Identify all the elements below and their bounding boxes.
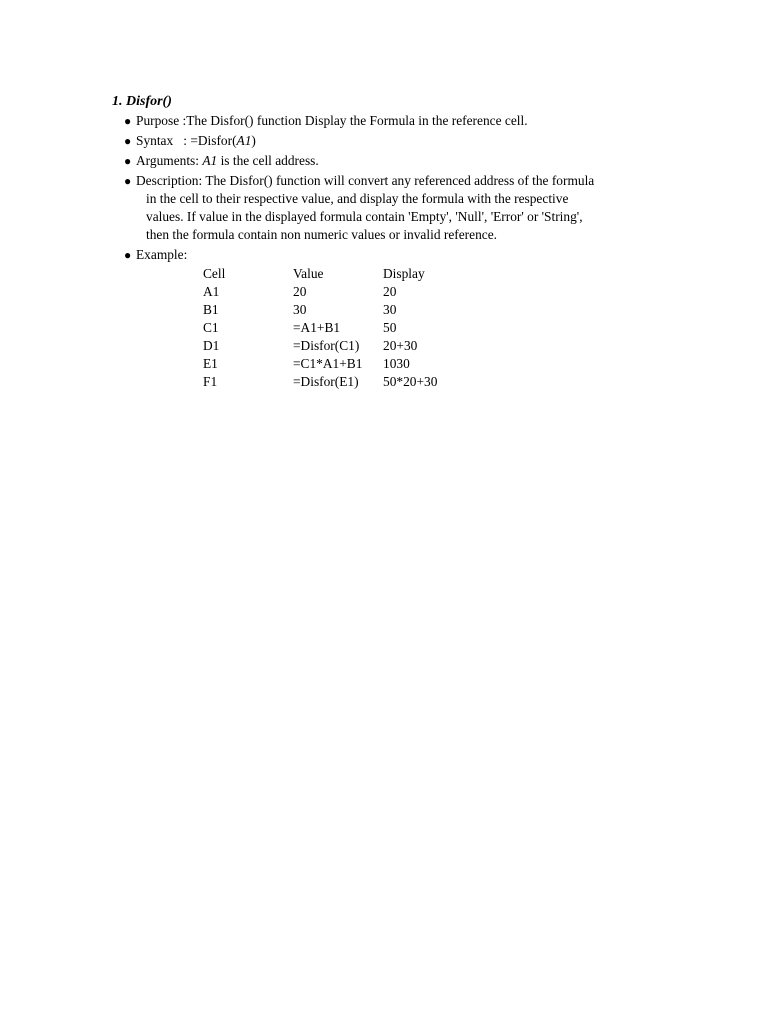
- purpose-label: Purpose :: [136, 113, 187, 128]
- description-body: [136, 172, 684, 244]
- description-label: Description:: [136, 173, 206, 188]
- header-value: Value: [293, 266, 324, 281]
- row-display: 50*20+30: [383, 374, 438, 389]
- bullet-icon: ●: [124, 174, 132, 188]
- row-cell: E1: [203, 356, 218, 371]
- syntax-arg: A1: [236, 133, 252, 148]
- row-cell: F1: [203, 374, 218, 389]
- arguments-label: Arguments:: [136, 153, 203, 168]
- row-value: =Disfor(C1): [293, 338, 360, 353]
- table-row: [203, 283, 473, 301]
- description-line: in the cell to their respective value, and display the formula with the respective: [146, 191, 569, 206]
- table-row: [203, 301, 473, 319]
- row-cell: C1: [203, 320, 219, 335]
- row-cell: D1: [203, 338, 220, 353]
- row-value: =A1+B1: [293, 320, 341, 335]
- arguments-text: is the cell address.: [217, 153, 319, 168]
- example-item: [124, 246, 684, 264]
- description-item: [124, 172, 684, 244]
- header-cell: Cell: [203, 266, 226, 281]
- arguments-arg: A1: [202, 153, 218, 168]
- syntax-label: Syntax :: [136, 133, 191, 148]
- example-label: Example:: [136, 247, 188, 262]
- syntax-suffix: ): [251, 133, 256, 148]
- bullet-icon: ●: [124, 248, 132, 262]
- table-row: [203, 337, 473, 355]
- row-display: 30: [383, 302, 397, 317]
- row-display: 20: [383, 284, 397, 299]
- row-value: =C1*A1+B1: [293, 356, 363, 371]
- description-line: Description: The Disfor() function will convert any referenced address of the formula: [136, 173, 595, 188]
- row-value: =Disfor(E1): [293, 374, 359, 389]
- arguments-item: [124, 152, 684, 170]
- description-line: values. If value in the displayed formula contain 'Empty', 'Null', 'Error' or 'String',: [146, 209, 583, 224]
- row-display: 20+30: [383, 338, 418, 353]
- table-row: [203, 355, 473, 373]
- bullet-icon: ●: [124, 114, 132, 128]
- purpose-item: [124, 112, 684, 130]
- bullet-list: [124, 112, 684, 266]
- purpose-text: The Disfor() function Display the Formula in the reference cell.: [186, 113, 528, 128]
- table-row: [203, 373, 473, 391]
- table-header-row: [203, 265, 473, 283]
- row-cell: A1: [203, 284, 220, 299]
- syntax-prefix: =Disfor(: [190, 133, 237, 148]
- row-cell: B1: [203, 302, 219, 317]
- bullet-icon: ●: [124, 134, 132, 148]
- row-display: 1030: [383, 356, 410, 371]
- row-value: 30: [293, 302, 307, 317]
- row-display: 50: [383, 320, 397, 335]
- table-row: [203, 319, 473, 337]
- example-table: [203, 265, 473, 391]
- bullet-icon: ●: [124, 154, 132, 168]
- section-heading: 1. Disfor(): [112, 94, 172, 109]
- header-display: Display: [383, 266, 425, 281]
- row-value: 20: [293, 284, 307, 299]
- description-line: then the formula contain non numeric values or invalid reference.: [146, 227, 497, 242]
- syntax-item: [124, 132, 684, 150]
